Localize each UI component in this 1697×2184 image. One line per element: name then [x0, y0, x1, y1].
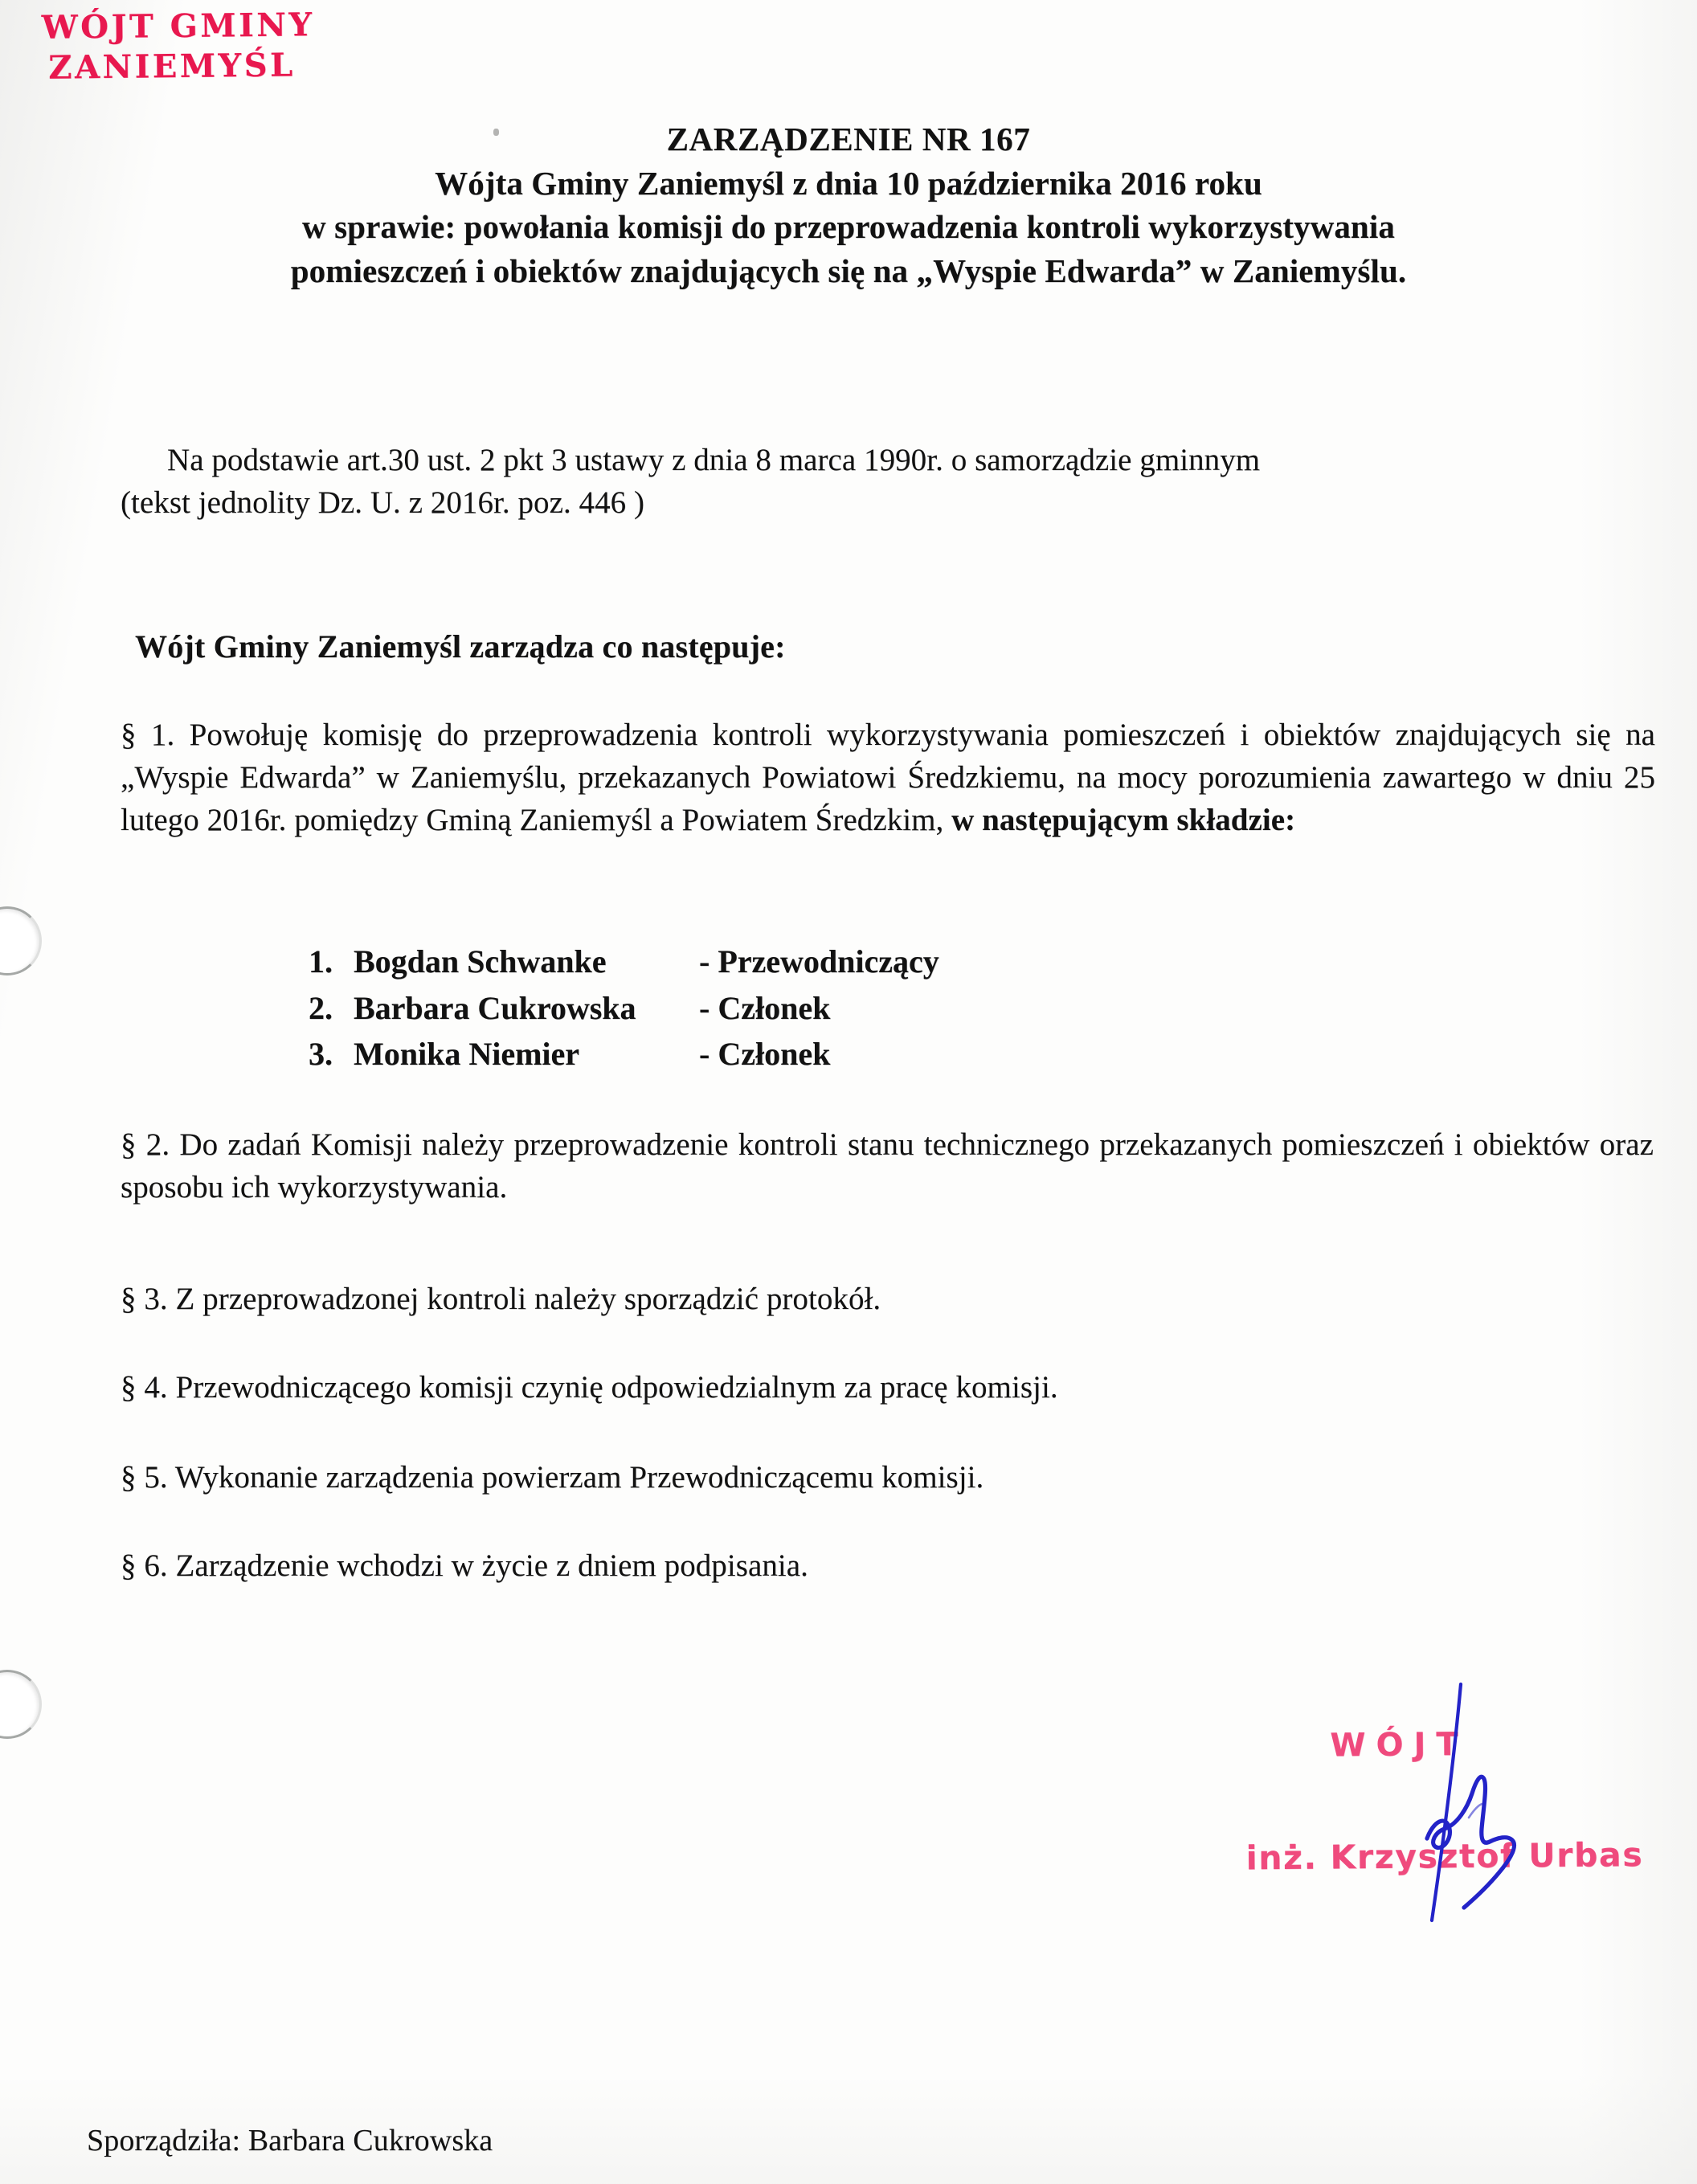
hole-punch-mark: [0, 1670, 42, 1739]
list-item: [309, 1031, 939, 1078]
member-role: - Przewodniczący: [699, 943, 939, 980]
member-name: Barbara Cukrowska: [354, 989, 636, 1026]
signature-stamp-title: WÓJT: [1330, 1726, 1469, 1765]
legal-basis-paragraph: [121, 439, 1654, 524]
office-stamp-line2: ZANIEMYŚL: [48, 46, 296, 87]
legal-basis-line2: (tekst jednolity Dz. U. z 2016r. poz. 446 ): [121, 485, 645, 521]
office-stamp-line1: WÓJT GMINY: [41, 6, 315, 47]
section-1-text: § 1. Powołuję komisję do przeprowadzenia kontroli wykorzystywania pomieszczeń i obiektów znajdujących się na „Wyspie Edwarda” w Zaniemyślu, przekazanych Powiatowi Średzkiemu, na mocy porozumienia zawartego w dniu 25 lutego 2016r. pomiędzy Gminą Zaniemyśl a Powiatem Średzkim,: [121, 718, 1655, 838]
title-ordinance-number: ZARZĄDZENIE NR 167: [666, 121, 1031, 157]
list-item: [309, 985, 939, 1032]
list-item: [309, 939, 939, 985]
member-role: - Członek: [699, 1036, 831, 1073]
section-3-paragraph: § 3. Z przeprowadzonej kontroli należy sporządzić protokół.: [121, 1282, 881, 1316]
committee-member-list: [309, 939, 939, 1078]
decree-lead-in: Wójt Gminy Zaniemyśl zarządza co następuje:: [135, 628, 786, 665]
legal-basis-line1: Na podstawie art.30 ust. 2 pkt 3 ustawy z dnia 8 marca 1990r. o samorządzie gminnym: [167, 443, 1261, 477]
title-issuer-date: Wójta Gminy Zaniemyśl z dnia 10 października 2016 roku: [435, 164, 1262, 202]
member-number: 2.: [309, 989, 333, 1026]
signature-stamp: [1243, 1724, 1695, 1878]
section-1-bold-tail: w następującym składzie:: [951, 803, 1296, 838]
member-number: 1.: [309, 943, 333, 980]
member-name: Monika Niemier: [354, 1036, 580, 1073]
section-5-paragraph: § 5. Wykonanie zarządzenia powierzam Przewodniczącemu komisji.: [121, 1460, 984, 1495]
section-1-paragraph: [121, 714, 1655, 841]
hole-punch-mark: [0, 906, 42, 975]
member-name: Bogdan Schwanke: [354, 943, 607, 980]
document-title-block: [85, 117, 1612, 292]
member-role: - Członek: [699, 989, 831, 1026]
signature-stamp-name: inż. Krzysztof Urbas: [1245, 1835, 1644, 1878]
section-4-paragraph: § 4. Przewodniczącego komisji czynię odpowiedzialnym za pracę komisji.: [121, 1370, 1058, 1405]
title-subject-line2: pomieszczeń i obiektów znajdujących się na „Wyspie Edwarda” w Zaniemyślu.: [290, 252, 1407, 289]
section-2-paragraph: § 2. Do zadań Komisji należy przeprowadzenie kontroli stanu technicznego przekazanych pomieszczeń i obiektów oraz sposobu ich wykorzystywania.: [121, 1127, 1654, 1205]
office-stamp-header: [41, 5, 315, 88]
prepared-by-note: Sporządziła: Barbara Cukrowska: [87, 2124, 493, 2157]
title-subject-line1: w sprawie: powołania komisji do przeprowadzenia kontroli wykorzystywania: [302, 208, 1395, 246]
section-6-paragraph: § 6. Zarządzenie wchodzi w życie z dniem podpisania.: [121, 1548, 808, 1583]
member-number: 3.: [309, 1036, 333, 1073]
